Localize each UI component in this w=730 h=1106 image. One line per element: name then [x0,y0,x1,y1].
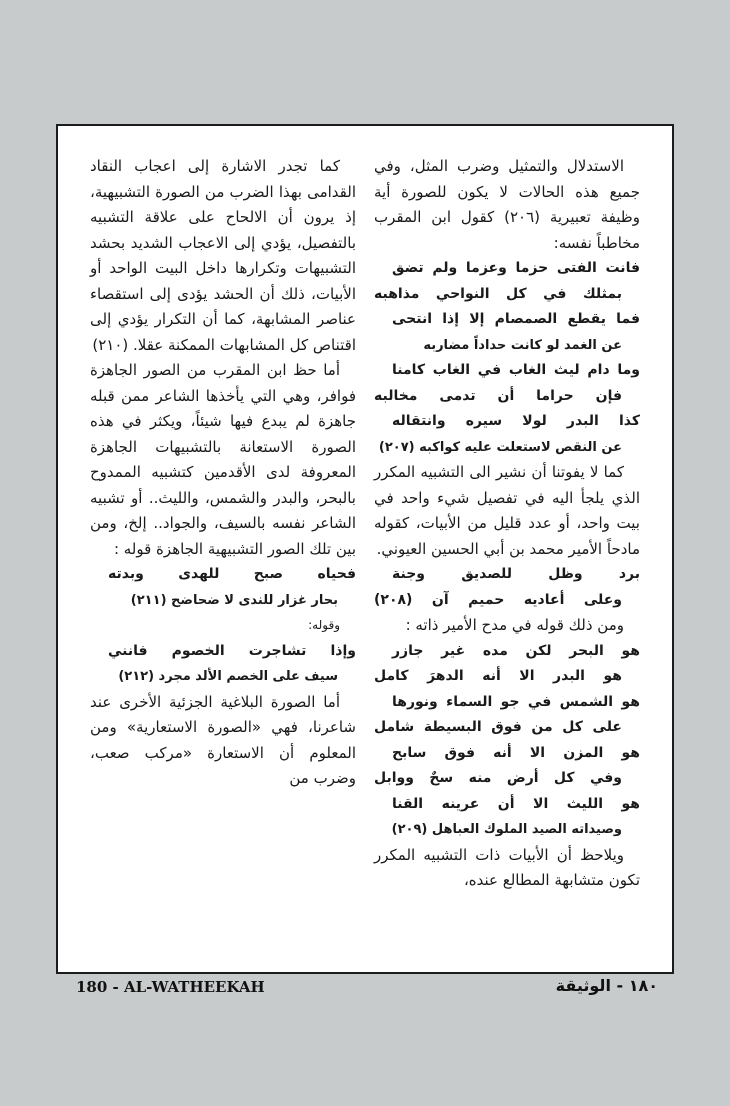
verse-line: عن النقص لاستعلت عليه كواكبه (٢٠٧) [378,439,622,455]
verse-line: وما دام ليث الغاب في الغاب كامنا [392,362,640,378]
page-footer-english: 180 - AL-WATHEEKAH [76,978,265,996]
paragraph: أما حظ ابن المقرب من الصور الجاهزة فوافر، وهي التي يأخذها الشاعر ممن قبله جاهزة لم يبدع فيها شيئاً، ويكثر في هذه الصورة الاستعانة بالتشبيهات الجاهزة المعروفة لدى الأقدمين كتشبيه الممدوح بالبحر، والبدر والشمس، والليث.. أو تشبيه الشاعر نفسه بالسيف، والجواد.. إلخ، ومن بين تلك الصور التشبيهية الجاهزة قوله : [90,361,356,558]
page-footer-arabic: ١٨٠ - الوثيقة [555,976,658,995]
right-column [374,154,640,894]
left-column [90,154,356,792]
verse-line: على كل من فوق البسيطة شامل [374,719,622,735]
verse-line: هو الليث الا أن عرينه القنا [392,795,640,812]
verse-line: هو الشمس في جو السماء ونورها [392,693,640,710]
paragraph: أما الصورة البلاغية الجزئية الأخرى عند شاعرنا، فهي «الصورة الاستعارية» ومن المعلوم أن الاستعارة «مركب صعب، وضرب من [90,692,356,787]
verse-line: وإذا تشاجرت الخصوم فانني [108,642,356,659]
verse-line: بمثلك في كل النواحي مذاهبه [374,285,622,302]
paragraph: الاستدلال والتمثيل وضرب المثل، وفي جميع هذه الحالات لا يكون للصورة أية وظيفة تعبيرية (٢٠٦) كقول ابن المقرب مخاطباً نفسه: [374,157,640,252]
verse-line: فحياه صبح للهدى وبدته [108,566,356,582]
verse-line: كذا البدر لولا سيره وانتقاله [392,413,640,429]
page-frame [56,124,674,974]
paragraph: كما تجدر الاشارة إلى اعجاب النقاد القدامى بهذا الضرب من الصورة التشبيهية، إذ يرون أن الالحاح على علاقة التشبيه بالتفصيل، يؤدي إلى الاعجاب الشديد بحشد التشبيهات وتكرارها داخل البيت الواحد أو الأبيات، ذلك أن الحشد يؤدى إلى استقصاء عناصر المشابهة، كما أن التكرار يؤدي إلى اقتناص كل المشابهات الممكنة عقلا. (٢١٠) [90,157,356,354]
verse-line: برد وظل للصديق وجنة [392,566,640,582]
verse-line: بحار غزار للندى لا ضحاضح (٢١١) [130,592,338,608]
verse-line: وصيداته الصيد الملوك العباهل (٢٠٩) [391,822,622,837]
verse-line: عن الغمد لو كانت حداداً مضاربه [423,337,622,353]
paragraph: كما لا يفوتنا أن نشير الى التشبيه المكرر الذي يلجأ اليه في تفصيل شيء واحد في بيت واحد، أو عدد قليل من الأبيات، كقوله مادحاً الأمير محمد بن أبي الحسين العيوني. [374,463,640,558]
paragraph: وقوله: [308,618,340,632]
paragraph: ويلاحظ أن الأبيات ذات التشبيه المكرر تكون متشابهة المطالع عنده، [374,845,640,889]
verse-line: فانت الفتى حزما وعزما ولم تضق [392,260,640,276]
verse-line: وفي كل أرض منه سحٌ ووابل [374,770,622,786]
verse-line: هو المزن الا أنه فوق سابح [392,744,640,761]
verse-line: فما يقطع الصمصام إلا إذا انتحى [392,311,640,327]
verse-line: هو البحر لكن مده غير جازر [392,642,640,659]
verse-line: سيف على الخصم الألد مجرد (٢١٢) [118,669,338,684]
verse-line: هو البدر الا أنه الدهرَ كامل [374,668,622,684]
verse-line: وعلى أعاديه حميم آن (٢٠٨) [374,591,622,608]
verse-line: فإن حراما أن تدمى مخالبه [374,387,622,404]
paragraph: ومن ذلك قوله في مدح الأمير ذاته : [405,616,624,634]
